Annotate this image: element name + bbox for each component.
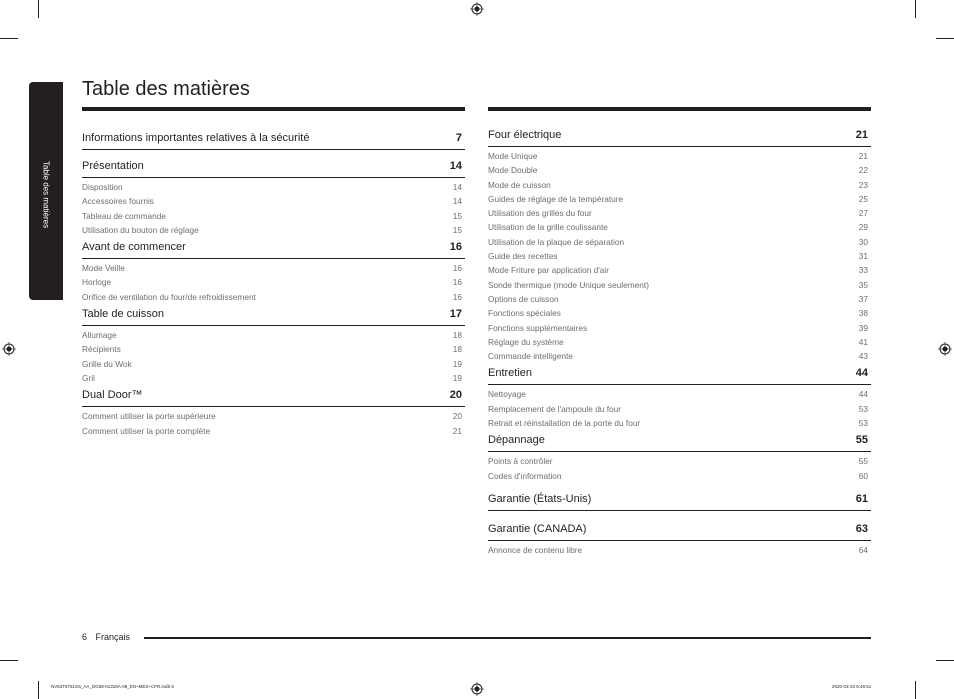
toc-sub-item[interactable] bbox=[82, 275, 465, 289]
toc-sub-item-label: Comment utiliser la porte supérieure bbox=[82, 411, 216, 422]
toc-sub-item[interactable] bbox=[488, 416, 871, 430]
toc-sub-item-page: 29 bbox=[858, 222, 868, 233]
toc-sub-item-label: Tableau de commande bbox=[82, 210, 166, 221]
toc-sub-item-label: Fonctions supplémentaires bbox=[488, 322, 588, 333]
toc-sub-item[interactable] bbox=[82, 194, 465, 208]
toc-sub-item-label: Mode Veille bbox=[82, 263, 125, 274]
toc-section-heading[interactable] bbox=[488, 493, 871, 511]
toc-section-page: 17 bbox=[449, 308, 462, 321]
toc-sub-item-page: 23 bbox=[858, 179, 868, 190]
toc-section-title: Informations importantes relatives à la sécurité bbox=[82, 132, 310, 144]
toc-section-title: Garantie (États-Unis) bbox=[488, 492, 592, 505]
toc-sub-item-page: 39 bbox=[858, 322, 868, 333]
toc-sub-item-label: Codes d'information bbox=[488, 470, 562, 481]
toc-sub-item-page: 41 bbox=[858, 336, 868, 347]
toc-section-heading[interactable] bbox=[82, 389, 465, 407]
side-tab bbox=[29, 82, 63, 300]
print-info-left: NV63T8751SS_AA_DG68-01318A-08_EN+MES+CFR.indb 6 bbox=[51, 684, 174, 689]
toc-sub-item[interactable] bbox=[82, 371, 465, 385]
toc-sub-item-page: 21 bbox=[452, 425, 462, 436]
toc-sub-item[interactable] bbox=[82, 209, 465, 223]
toc-sub-item-page: 38 bbox=[858, 308, 868, 319]
toc-sub-item[interactable] bbox=[488, 235, 871, 249]
toc-sub-item[interactable] bbox=[488, 278, 871, 292]
toc-sub-item-page: 22 bbox=[858, 165, 868, 176]
toc-sub-item[interactable] bbox=[488, 306, 871, 320]
toc-section-heading[interactable] bbox=[488, 523, 871, 541]
toc-sub-item[interactable] bbox=[488, 454, 871, 468]
toc-sub-item-label: Remplacement de l'ampoule du four bbox=[488, 403, 622, 414]
toc-sub-item[interactable] bbox=[488, 292, 871, 306]
toc-sub-item-label: Utilisation du bouton de réglage bbox=[82, 224, 199, 235]
registration-mark-icon bbox=[470, 2, 484, 16]
toc-sub-item[interactable] bbox=[82, 342, 465, 356]
toc-sub-item[interactable] bbox=[82, 424, 465, 438]
toc-section bbox=[488, 523, 871, 557]
toc-section bbox=[82, 389, 465, 438]
toc-section bbox=[488, 367, 871, 430]
toc-sub-item[interactable] bbox=[488, 163, 871, 177]
toc-sub-item-page: 37 bbox=[858, 293, 868, 304]
toc-section-heading[interactable] bbox=[82, 241, 465, 259]
toc-sub-item-label: Orifice de ventilation du four/de refroidissement bbox=[82, 291, 256, 302]
toc-sub-list bbox=[488, 147, 871, 363]
toc-sub-item-page: 16 bbox=[452, 263, 462, 274]
toc-sub-item-label: Accessoires fournis bbox=[82, 196, 154, 207]
toc-sub-item[interactable] bbox=[82, 328, 465, 342]
toc-sub-item-label: Horloge bbox=[82, 277, 112, 288]
toc-section-title: Four électrique bbox=[488, 129, 562, 141]
toc-sub-item[interactable] bbox=[488, 335, 871, 349]
toc-sub-item-page: 14 bbox=[452, 196, 462, 207]
toc-sub-item-label: Guide des recettes bbox=[488, 251, 558, 262]
toc-sub-item-label: Grille du Wok bbox=[82, 358, 132, 369]
toc-sub-item[interactable] bbox=[488, 178, 871, 192]
toc-sub-item-page: 31 bbox=[858, 251, 868, 262]
toc-section bbox=[488, 434, 871, 483]
crop-mark bbox=[0, 660, 18, 661]
crop-mark bbox=[0, 38, 18, 39]
toc-sub-item-page: 60 bbox=[858, 470, 868, 481]
toc-section bbox=[82, 308, 465, 385]
toc-section bbox=[82, 132, 465, 150]
toc-sub-item-label: Mode Double bbox=[488, 165, 538, 176]
toc-sub-item-page: 20 bbox=[452, 411, 462, 422]
toc-sub-item-page: 15 bbox=[452, 224, 462, 235]
toc-sub-item[interactable] bbox=[488, 220, 871, 234]
toc-sub-item[interactable] bbox=[488, 249, 871, 263]
toc-sub-item-page: 64 bbox=[858, 544, 868, 555]
page-footer bbox=[82, 632, 144, 642]
toc-section-heading[interactable] bbox=[82, 308, 465, 326]
toc-section-title: Garantie (CANADA) bbox=[488, 522, 587, 535]
toc-section-heading[interactable] bbox=[488, 129, 871, 147]
page-number: 6 bbox=[82, 632, 88, 642]
toc-sub-item-label: Disposition bbox=[82, 182, 123, 192]
toc-sub-item-label: Utilisation de la plaque de séparation bbox=[488, 236, 625, 247]
toc-section-page: 14 bbox=[449, 160, 462, 172]
toc-column-left bbox=[82, 107, 465, 438]
toc-sub-item-page: 19 bbox=[452, 372, 462, 383]
toc-sub-item-label: Points à contrôler bbox=[488, 456, 553, 467]
toc-sub-item-label: Utilisation des grilles du four bbox=[488, 208, 592, 219]
toc-sub-item-label: Sonde thermique (mode Unique seulement) bbox=[488, 279, 649, 290]
toc-sub-list bbox=[488, 541, 871, 557]
toc-sub-list bbox=[82, 326, 465, 385]
toc-sub-item-page: 43 bbox=[858, 351, 868, 362]
registration-mark-icon bbox=[938, 342, 952, 356]
toc-sub-item[interactable] bbox=[82, 180, 465, 194]
toc-sub-item[interactable] bbox=[82, 290, 465, 304]
page-title: Table des matières bbox=[82, 78, 250, 100]
toc-section-title: Présentation bbox=[82, 160, 144, 172]
toc-sub-item-page: 44 bbox=[858, 389, 868, 400]
toc-sub-item[interactable] bbox=[82, 261, 465, 275]
toc-sub-item-label: Commande intelligente bbox=[488, 351, 573, 362]
toc-sub-item-page: 53 bbox=[858, 418, 868, 429]
toc-sub-item[interactable] bbox=[488, 402, 871, 416]
toc-sub-list bbox=[82, 178, 465, 237]
toc-section-title: Dual Door™ bbox=[82, 389, 143, 402]
toc-column-right bbox=[488, 107, 871, 557]
crop-mark bbox=[936, 38, 954, 39]
toc-sub-item-page: 27 bbox=[858, 208, 868, 219]
toc-section-heading[interactable] bbox=[82, 160, 465, 178]
toc-sub-item[interactable] bbox=[488, 349, 871, 363]
toc-section-page: 61 bbox=[855, 492, 868, 505]
column-top-rule bbox=[488, 107, 871, 111]
toc-section bbox=[488, 129, 871, 363]
toc-section-heading[interactable] bbox=[82, 132, 465, 150]
toc-sub-item-page: 18 bbox=[452, 330, 462, 341]
toc-section bbox=[82, 241, 465, 304]
toc-sub-item-label: Mode Unique bbox=[488, 151, 538, 161]
registration-mark-icon bbox=[2, 342, 16, 356]
toc-sub-item-page: 35 bbox=[858, 279, 868, 290]
toc-sub-item-page: 14 bbox=[452, 182, 462, 192]
toc-sub-list bbox=[82, 259, 465, 304]
toc-section-page: 7 bbox=[455, 132, 462, 144]
toc-section-title: Dépannage bbox=[488, 434, 545, 447]
registration-mark-icon bbox=[470, 682, 484, 696]
toc-sub-item-label: Récipients bbox=[82, 344, 121, 355]
toc-sub-item[interactable] bbox=[488, 149, 871, 163]
toc-sub-item-page: 25 bbox=[858, 193, 868, 204]
crop-mark bbox=[38, 0, 39, 18]
toc-sub-list bbox=[82, 407, 465, 438]
toc-sub-item[interactable] bbox=[488, 543, 871, 557]
footer-rule bbox=[82, 637, 871, 639]
crop-mark bbox=[915, 0, 916, 18]
toc-sub-item[interactable] bbox=[488, 206, 871, 220]
toc-sub-item-page: 18 bbox=[452, 344, 462, 355]
toc-sub-item-label: Comment utiliser la porte complète bbox=[82, 425, 211, 436]
toc-sub-item-label: Gril bbox=[82, 372, 95, 383]
toc-sub-item-label: Annonce de contenu libre bbox=[488, 544, 583, 555]
toc-section bbox=[488, 493, 871, 511]
toc-sub-item-page: 21 bbox=[858, 151, 868, 161]
toc-sub-item-page: 16 bbox=[452, 291, 462, 302]
footer-language: Français bbox=[95, 632, 131, 642]
crop-mark bbox=[38, 681, 39, 699]
toc-sections-right bbox=[488, 129, 871, 557]
print-info-right: 2020-03-23 6:46:51 bbox=[832, 684, 872, 689]
toc-sub-item-page: 19 bbox=[452, 358, 462, 369]
toc-sub-item-label: Réglage du système bbox=[488, 336, 564, 347]
column-top-rule bbox=[82, 107, 465, 111]
toc-sub-item-label: Retrait et réinstallation de la porte du four bbox=[488, 418, 641, 429]
toc-sub-item-label: Mode de cuisson bbox=[488, 179, 551, 190]
toc-section-page: 55 bbox=[855, 434, 868, 447]
toc-section-page: 63 bbox=[855, 522, 868, 535]
toc-sub-item-label: Nettoyage bbox=[488, 389, 526, 400]
toc-sub-item[interactable] bbox=[82, 223, 465, 237]
toc-sub-list bbox=[488, 385, 871, 430]
crop-mark bbox=[915, 681, 916, 699]
toc-sub-item[interactable] bbox=[488, 321, 871, 335]
side-tab-label: Table des matières bbox=[41, 160, 51, 229]
toc-sub-item[interactable] bbox=[488, 192, 871, 206]
toc-section-heading[interactable] bbox=[488, 367, 871, 385]
toc-sub-list bbox=[488, 452, 871, 483]
toc-sub-item-page: 30 bbox=[858, 236, 868, 247]
toc-sub-item[interactable] bbox=[82, 357, 465, 371]
toc-section-page: 21 bbox=[855, 129, 868, 141]
toc-sub-item-page: 55 bbox=[858, 456, 868, 467]
crop-mark bbox=[936, 660, 954, 661]
toc-section-title: Entretien bbox=[488, 367, 533, 380]
toc-section-page: 20 bbox=[449, 389, 462, 402]
toc-section-page: 44 bbox=[855, 367, 868, 380]
toc-sub-item[interactable] bbox=[82, 409, 465, 423]
toc-sub-item[interactable] bbox=[488, 469, 871, 483]
toc-sub-item-label: Options de cuisson bbox=[488, 293, 559, 304]
toc-sub-item-label: Allumage bbox=[82, 330, 117, 341]
toc-section-title: Table de cuisson bbox=[82, 308, 164, 321]
toc-sub-item-label: Guides de réglage de la température bbox=[488, 193, 624, 204]
toc-sub-item-label: Fonctions spéciales bbox=[488, 308, 561, 319]
toc-section-heading[interactable] bbox=[488, 434, 871, 452]
toc-section-page: 16 bbox=[449, 241, 462, 254]
toc-sub-item-page: 15 bbox=[452, 210, 462, 221]
toc-sub-item-label: Utilisation de la grille coulissante bbox=[488, 222, 608, 233]
toc-sub-item[interactable] bbox=[488, 387, 871, 401]
toc-sub-item-label: Mode Friture par application d'air bbox=[488, 265, 610, 276]
toc-sub-item[interactable] bbox=[488, 263, 871, 277]
toc-sub-item-page: 53 bbox=[858, 403, 868, 414]
toc-section-title: Avant de commencer bbox=[82, 241, 186, 254]
toc-section bbox=[82, 160, 465, 237]
toc-sections-left bbox=[82, 132, 465, 438]
toc-sub-item-page: 16 bbox=[452, 277, 462, 288]
toc-sub-item-page: 33 bbox=[858, 265, 868, 276]
